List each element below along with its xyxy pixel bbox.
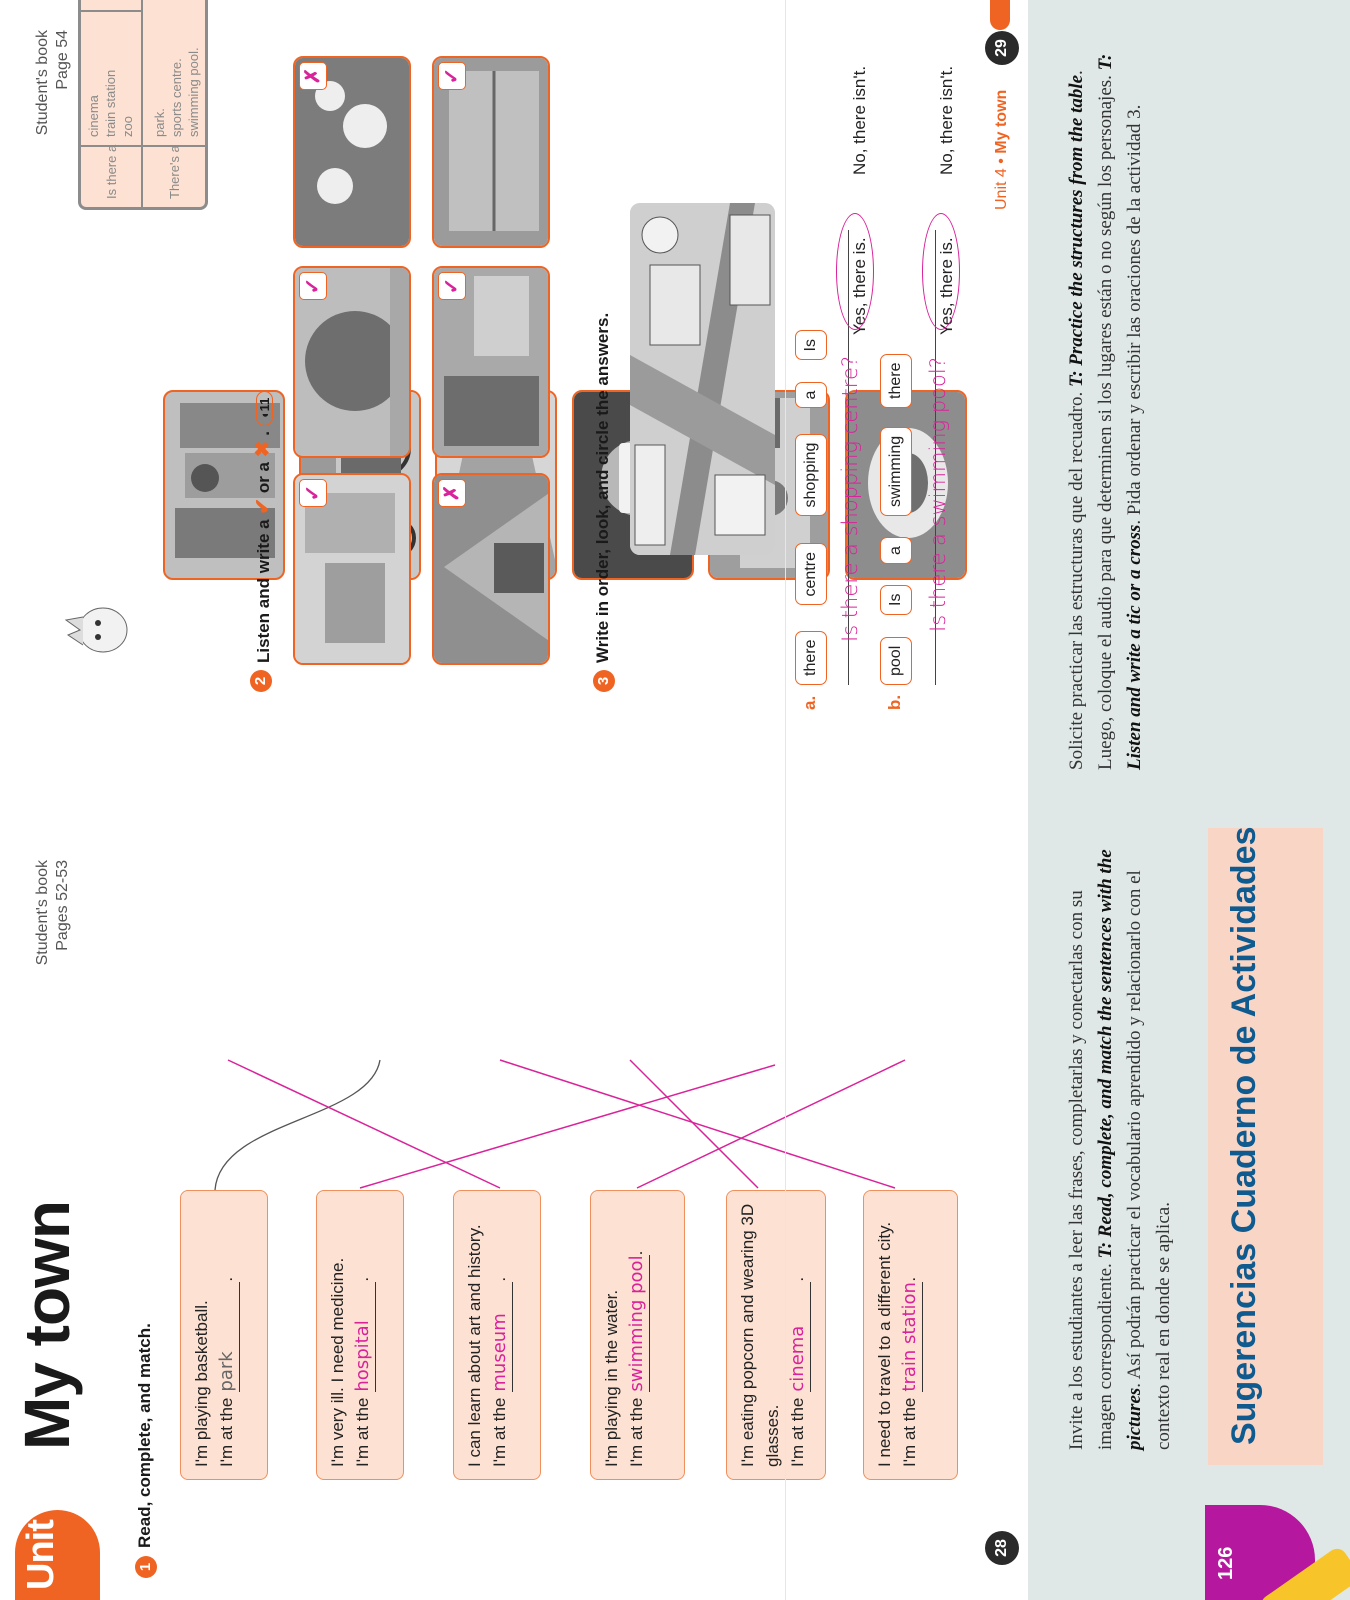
table-q-start: Is there a [104,144,119,199]
match-line-train [500,1060,895,1188]
ex2-mark-4: ✗ [438,479,466,507]
table-place-1: cinema [86,95,101,137]
word-chip-b-4[interactable]: swimming [880,427,912,516]
footer-unit-title: My town [993,89,1010,154]
ex2-photo-6 [432,56,550,248]
sb2-line1: Student's book [34,30,51,136]
q3b-letter: b. [885,694,904,710]
completion-prefix: I'm at the [353,1397,372,1467]
q3b-no: No, there isn't. [937,65,956,175]
q3a-yes: Yes, there is. [850,237,869,335]
completion-answer[interactable]: park [214,1282,240,1392]
sentence-text: I'm eating popcorn and wearing 3D glasses. [738,1203,782,1467]
town-illustration [630,203,775,555]
town-map-art [630,203,775,555]
q3a-circle [836,213,874,330]
mascot-icon [58,595,138,665]
unit-label: Unit 4 [20,1490,62,1590]
sentence-text: I'm very ill. I need medicine. [328,1257,347,1467]
suggestions-heading: Sugerencias Cuaderno de Actividades [1225,826,1263,1445]
sentence-text: I'm playing in the water. [602,1289,621,1467]
word-chip-b-2[interactable]: Is [880,585,912,615]
completion-answer[interactable]: train station [897,1282,923,1392]
audio-track-number: 11 [257,397,272,412]
completion-answer[interactable]: museum [487,1282,513,1392]
guide-text-segment: Solicite practicar las estructuras que del recuadro. [1066,387,1087,770]
q3a-answer: Is there a shopping centre? [838,355,862,642]
table-s-place-3: swimming pool. [186,47,201,137]
completion-answer[interactable]: hospital [350,1282,376,1392]
activity2-text-a: Listen and write a [254,519,273,663]
q3b-answer: Is there a swimming pool? [926,357,950,632]
footer-unit-label: Unit 4 [993,168,1010,210]
table-places [85,70,136,137]
q3b-circle [922,213,960,330]
completion-prefix: I'm at the [900,1397,919,1467]
table-place-3: zoo [120,116,135,137]
ex2-photo-1 [293,473,411,665]
completion-prefix: I'm at the [788,1397,807,1467]
match-line-cinema [630,1060,758,1188]
sb-line1: Student's book [34,860,51,966]
guide-text-segment: Invite a los estudiantes a leer las frases, completarlas y conectarlas con su imagen correspondiente. [1066,890,1116,1450]
guide-paragraph-2 [1062,50,1149,770]
completion-prefix: I'm at the [627,1397,646,1467]
match-line-museum [228,1060,500,1188]
matching-lines [0,800,1028,1600]
example-line [215,1060,380,1190]
activity2-text-b: or a [254,461,273,494]
word-chip-a-4[interactable]: a [795,382,827,409]
sentence-text: I need to travel to a different city. [875,1221,894,1467]
table-s-start: There's a [167,145,182,199]
audio-track-icon[interactable]: ◖11 [256,391,273,427]
completion-prefix: I'm at the [490,1397,509,1467]
ex2-photo-5 [432,266,550,458]
tick-icon: ✔ [252,497,274,515]
activity3-number: 3 [593,670,615,692]
completion-suffix: . [353,1276,372,1282]
table-s-place-1: park. [152,108,167,137]
activity3-instruction: Write in order, look, and circle the answers. [593,312,612,663]
ex2-photo-3 [293,56,411,248]
footer-unit: Unit 4 • My town [993,89,1010,210]
completion-suffix: . [490,1276,509,1282]
page-number-29: 29 [985,31,1019,65]
sentence-text: I can learn about art and history. [465,1224,484,1467]
guide-text-segment: . Luego, coloque el audio para que determinen si los lugares están o no según los personajes. [1066,70,1116,770]
sb2-line2: Page 54 [54,30,71,90]
ex2-mark-6: ✓ [438,62,466,90]
guide-text-segment: T: Read, complete, and match the sentences with the pictures [1095,849,1145,1450]
activity2-number: 2 [250,670,272,692]
q3b-yes: Yes, there is. [937,237,956,335]
activity1-number: 1 [135,1556,157,1578]
completion-prefix: I'm at the [217,1397,236,1467]
completion-suffix: . [900,1276,919,1282]
page-number-126: 126 [1215,1546,1237,1580]
sentence-text: I'm playing basketball. [192,1300,211,1467]
table-s-place-2: sports centre. [169,58,184,137]
grammar-table [78,0,208,210]
guide-text-segment: . Pida ordenar y escribir las oraciones de la actividad 3. [1124,104,1145,525]
ex2-mark-2: ✓ [299,272,327,300]
guide-paragraph-1 [1062,830,1178,1450]
ex2-photo-2 [293,266,411,458]
word-chip-a-1[interactable]: there [795,631,827,685]
completion-answer[interactable]: cinema [785,1282,811,1392]
activity1-instruction: Read, complete, and match. [135,1323,154,1548]
student-book-ref-2 [33,30,73,210]
word-chip-b-5[interactable]: there [880,354,912,408]
cross-icon: ✖ [252,440,274,458]
completion-answer[interactable]: swimming pool [624,1255,650,1391]
q3a-no: No, there isn't. [850,65,869,175]
guide-text-segment: . Así podrán practicar el vocabulario aprendido y relacionarlo con el contexto real en donde se aplica. [1124,870,1174,1450]
ex2-mark-1: ✓ [299,479,327,507]
completion-suffix: . [788,1276,807,1282]
activity2-instruction: Listen and write a ✔ or a ✖ . ◖11 [250,391,275,663]
ex2-mark-3: ✗ [299,62,327,90]
ex2-mark-5: ✓ [438,272,466,300]
guide-text-segment: T: Listen and write a tic or a cross [1095,53,1145,770]
guide-text-segment: T: Practice the structures from the table [1066,74,1087,387]
sb-line2: Pages 52-53 [54,860,71,951]
completion-suffix: . [217,1276,236,1282]
ex2-photo-4 [432,473,550,665]
page-divider [785,0,786,1600]
completion-suffix: . [627,1250,646,1256]
corner-tab [990,0,1010,30]
word-chip-a-5[interactable]: Is [795,330,827,360]
q3a-letter: a. [800,695,819,710]
table-s-places [151,47,202,137]
table-place-2: train station [103,69,118,137]
page-number-28: 28 [985,1531,1019,1565]
match-line-swimming [637,1060,905,1188]
word-chip-a-3[interactable]: shopping [795,434,827,517]
match-line-hospital [360,1065,775,1188]
page-title: My town [11,1201,83,1450]
word-chip-b-1[interactable]: pool [880,637,912,685]
word-chip-a-2[interactable]: centre [795,543,827,605]
word-chip-b-3[interactable]: a [880,537,912,564]
